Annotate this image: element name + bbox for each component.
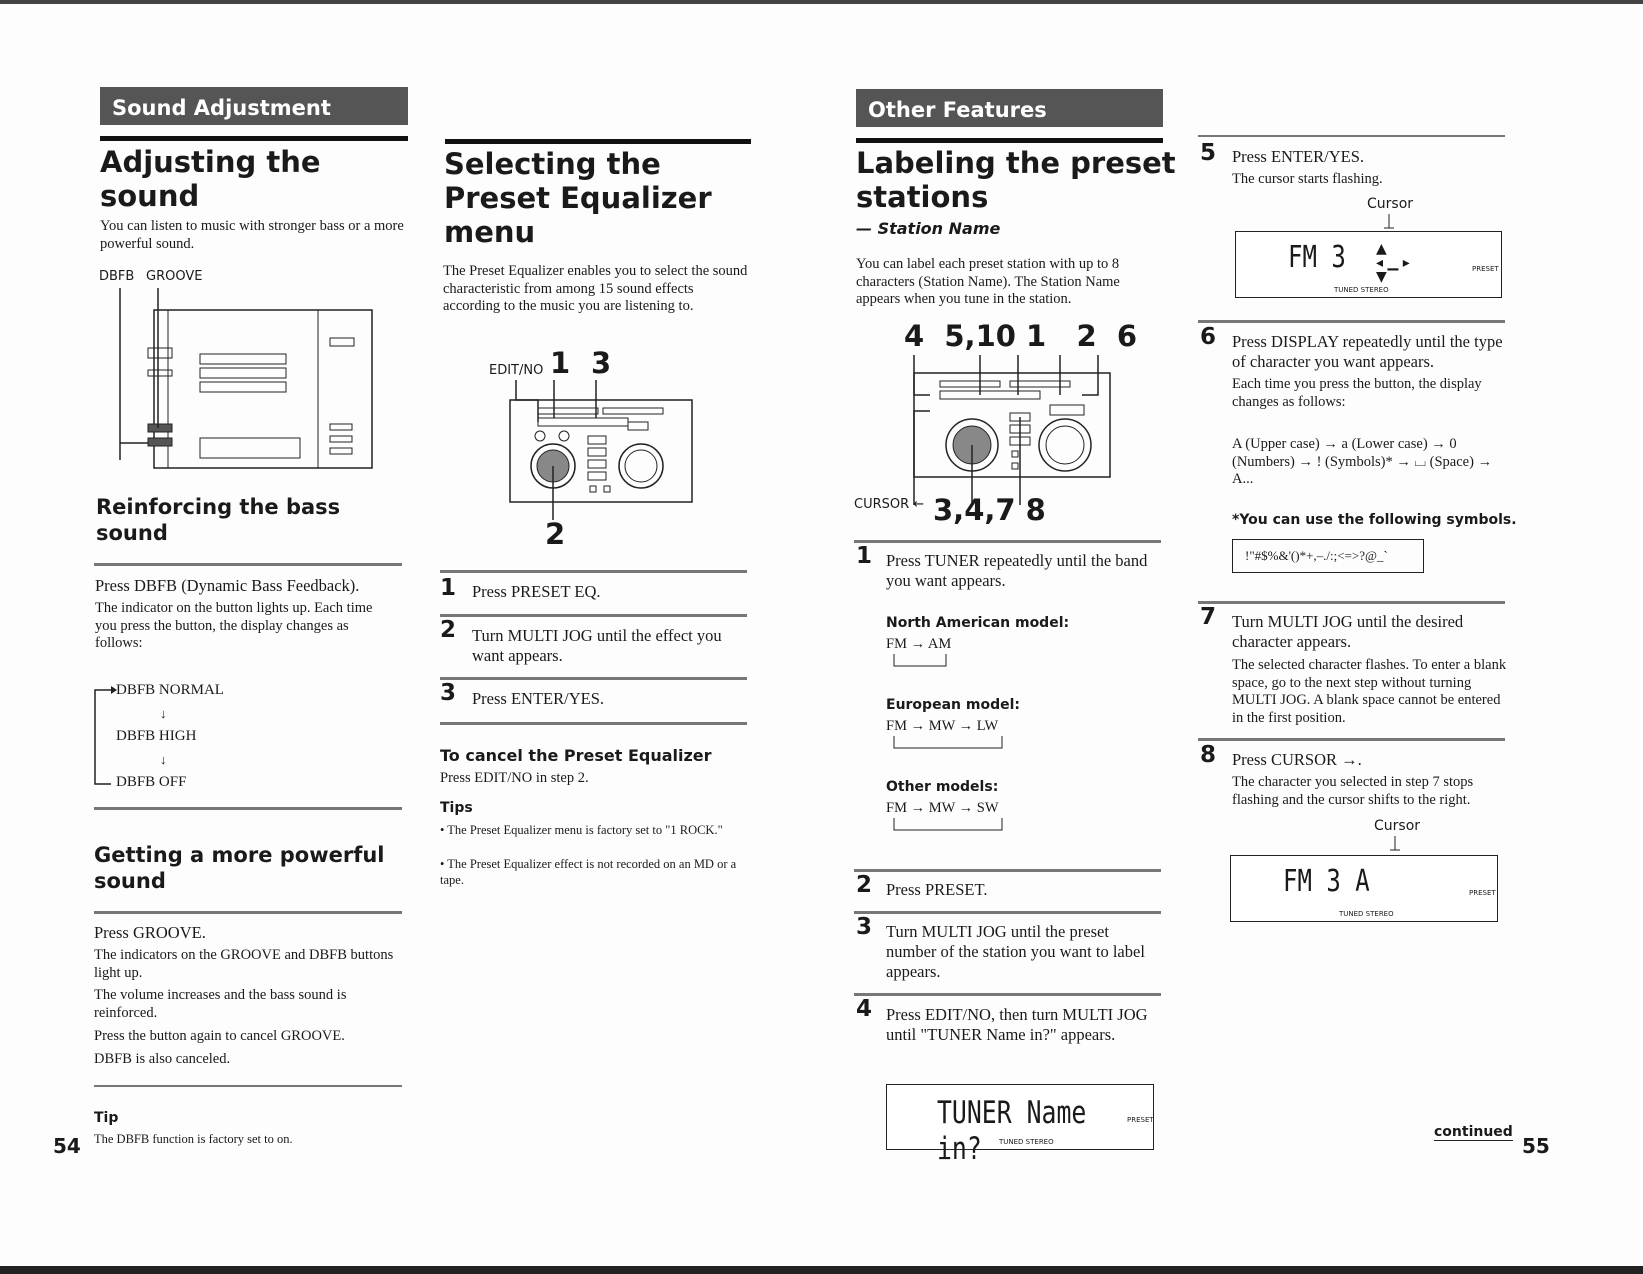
step-number: 2 bbox=[856, 872, 873, 898]
title-line: Adjusting the bbox=[100, 145, 321, 179]
cursor-label: CURSOR ← bbox=[854, 497, 925, 512]
bottom-edge bbox=[0, 1266, 1643, 1274]
callout-number: 3 bbox=[591, 346, 612, 380]
symbols-box bbox=[1232, 539, 1424, 573]
tip-item: • The Preset Equalizer effect is not recorded on an MD or a tape. bbox=[440, 857, 737, 887]
station-panel-diagram bbox=[870, 355, 1116, 505]
groove-para: The volume increases and the bass sound is reinforced. bbox=[94, 987, 347, 1021]
column-top-rule bbox=[445, 139, 751, 144]
title-labeling bbox=[856, 146, 1176, 214]
step-text: Each time you press the button, the display changes as follows: bbox=[1232, 376, 1482, 410]
diagram-label-dbfb: DBFB bbox=[99, 269, 135, 284]
step-lead: Turn MULTI JOG until the desired character appears. bbox=[1232, 612, 1464, 651]
step-number: 4 bbox=[856, 996, 873, 1022]
step-number: 8 bbox=[1200, 742, 1217, 768]
divider bbox=[440, 614, 747, 617]
cursor-caption: Cursor bbox=[1367, 196, 1414, 212]
step-text: Press EDIT/NO, then turn MULTI JOG until "TUNER Name in?" appears. bbox=[886, 1005, 1148, 1044]
character-sequence: A (Upper case) → a (Lower case) → 0 (Numbers) → ! (Symbols)* → ⌴ (Space) → A... bbox=[1232, 436, 1493, 487]
groove-para: DBFB is also canceled. bbox=[94, 1051, 231, 1067]
page-number-left: 54 bbox=[53, 1134, 81, 1158]
tip-heading: Tip bbox=[94, 1110, 119, 1126]
step-text: The selected character flashes. To enter a blank space, go to the next step without turning MULTI JOG. A blank space cannot be entered in the first position. bbox=[1232, 657, 1507, 726]
model-flow: FM → MW → LW bbox=[886, 718, 999, 734]
divider bbox=[1198, 135, 1505, 137]
step-number: 7 bbox=[1200, 604, 1217, 630]
heading-line: sound bbox=[94, 869, 166, 893]
lcd-indicator: TUNED STEREO bbox=[999, 1138, 1054, 1146]
title-line: menu bbox=[444, 215, 536, 249]
equalizer-intro: The Preset Equalizer enables you to select the sound characteristic from among 15 sound effects according to the music you are listening to. bbox=[443, 263, 748, 314]
divider bbox=[440, 570, 747, 573]
heading-powerful-sound bbox=[94, 842, 385, 894]
divider bbox=[854, 869, 1161, 872]
heading-line: sound bbox=[96, 521, 168, 545]
symbols-heading: *You can use the following symbols. bbox=[1232, 512, 1517, 528]
page-number-right: 55 bbox=[1522, 1134, 1550, 1158]
step-number: 3 bbox=[440, 680, 457, 706]
cursor-pointer-icon bbox=[1384, 214, 1394, 230]
divider bbox=[94, 807, 402, 810]
step-lead: Press CURSOR →. bbox=[1232, 750, 1362, 769]
groove-step-lead: Press GROOVE. bbox=[94, 923, 206, 942]
diagram-label-edit-no: EDIT/NO bbox=[489, 363, 544, 378]
bass-step-text: The indicator on the button lights up. Each time you press the button, the display changes as follows: bbox=[95, 600, 373, 651]
divider bbox=[1198, 601, 1505, 604]
banner-rule bbox=[100, 136, 408, 141]
lcd-indicator: PRESET bbox=[1127, 1116, 1154, 1124]
cancel-heading: To cancel the Preset Equalizer bbox=[440, 746, 712, 765]
divider bbox=[440, 722, 747, 725]
lcd-indicator: TUNED STEREO bbox=[1334, 286, 1389, 294]
cursor-pointer-icon bbox=[1390, 836, 1400, 852]
callout-number: 2 bbox=[545, 517, 566, 551]
step-text: Press TUNER repeatedly until the band you want appears. bbox=[886, 551, 1148, 590]
callout-number: 1 bbox=[550, 346, 571, 380]
step-text: The cursor starts flashing. bbox=[1232, 171, 1383, 187]
section-banner-sound-adjustment: Sound Adjustment bbox=[100, 87, 408, 125]
step-text: Turn MULTI JOG until the effect you want appears. bbox=[472, 626, 722, 665]
divider bbox=[854, 540, 1161, 543]
cycle-item: DBFB NORMAL bbox=[116, 682, 224, 698]
down-arrow-icon: ↓ bbox=[160, 752, 167, 767]
divider bbox=[440, 677, 747, 680]
section-banner-other-features: Other Features bbox=[856, 89, 1163, 127]
step-number: 1 bbox=[440, 575, 457, 601]
lcd-indicator: TUNED STEREO bbox=[1339, 910, 1394, 918]
heading-line: Getting a more powerful bbox=[94, 843, 385, 867]
divider bbox=[1198, 738, 1505, 741]
lcd-fm3-a bbox=[1230, 855, 1498, 922]
control-panel-diagram bbox=[508, 380, 694, 542]
subtitle: — Station Name bbox=[856, 219, 1001, 238]
continued-label: continued bbox=[1434, 1124, 1513, 1140]
lcd-indicator: PRESET bbox=[1472, 265, 1499, 273]
step-number: 3 bbox=[856, 914, 873, 940]
model-heading: Other models: bbox=[886, 779, 999, 795]
tip-text: The DBFB function is factory set to on. bbox=[94, 1132, 293, 1146]
top-edge bbox=[0, 0, 1643, 4]
lcd-text: TUNER Name in? bbox=[937, 1095, 1087, 1167]
callout-numbers-top: 4 5,10 1 2 6 bbox=[904, 319, 1138, 353]
step-text: Press PRESET. bbox=[886, 880, 988, 899]
lcd-fm3-cursor bbox=[1235, 231, 1502, 298]
bass-step-lead: Press DBFB (Dynamic Bass Feedback). bbox=[95, 576, 360, 595]
divider bbox=[854, 911, 1161, 914]
cursor-caption: Cursor bbox=[1374, 818, 1421, 834]
title-adjusting bbox=[100, 145, 321, 213]
model-heading: North American model: bbox=[886, 615, 1070, 631]
heading-reinforcing-bass bbox=[96, 494, 340, 546]
model-flow: FM → MW → SW bbox=[886, 800, 999, 816]
flashing-cursor-icon: ▲ ◂ ▁ ▸ ▼ bbox=[1376, 241, 1410, 285]
tips-heading: Tips bbox=[440, 800, 473, 816]
step-number: 1 bbox=[856, 543, 873, 569]
step-number: 6 bbox=[1200, 324, 1217, 350]
divider bbox=[1198, 320, 1505, 323]
callout-numbers-bottom: 3,4,7 8 bbox=[933, 493, 1046, 527]
tip-item: • The Preset Equalizer menu is factory set to "1 ROCK." bbox=[440, 823, 723, 837]
cycle-item: DBFB OFF bbox=[116, 774, 187, 790]
down-arrow-icon: ↓ bbox=[160, 706, 167, 721]
lcd-tuner-name-in bbox=[886, 1084, 1154, 1167]
step-text: The character you selected in step 7 stops flashing and the cursor shifts to the right. bbox=[1232, 774, 1474, 808]
cancel-text: Press EDIT/NO in step 2. bbox=[440, 770, 589, 786]
title-line: sound bbox=[100, 179, 200, 213]
step-text: Press ENTER/YES. bbox=[472, 689, 604, 708]
lcd-indicator: PRESET bbox=[1469, 889, 1496, 897]
step-number: 5 bbox=[1200, 140, 1217, 166]
cycle-item: DBFB HIGH bbox=[116, 728, 197, 744]
step-lead: Press DISPLAY repeatedly until the type of character you want appears. bbox=[1232, 332, 1503, 371]
model-heading: European model: bbox=[886, 697, 1020, 713]
divider bbox=[94, 911, 402, 914]
step-lead: Press ENTER/YES. bbox=[1232, 147, 1364, 166]
step-text: Turn MULTI JOG until the preset number of the station you want to label appears. bbox=[886, 922, 1145, 981]
divider bbox=[94, 1085, 402, 1087]
lcd-text: FM 3 bbox=[1288, 240, 1346, 275]
title-line: stations bbox=[856, 180, 989, 214]
diagram-label-groove: GROOVE bbox=[146, 269, 203, 284]
adjusting-intro: You can listen to music with stronger bass or a more powerful sound. bbox=[100, 218, 404, 252]
heading-line: Reinforcing the bass bbox=[96, 495, 341, 519]
divider bbox=[94, 563, 402, 566]
loop-arrow-icon bbox=[890, 734, 1006, 750]
loop-arrow-icon bbox=[890, 652, 950, 668]
labeling-intro: You can label each preset station with up to 8 characters (Station Name). The Station Name appears when you tune in the station. bbox=[856, 256, 1120, 307]
groove-para: Press the button again to cancel GROOVE. bbox=[94, 1028, 345, 1044]
divider bbox=[854, 993, 1161, 996]
symbols-list: !"#$%&'()*+,–./:;<=>?@_` bbox=[1245, 548, 1388, 563]
model-flow: FM → AM bbox=[886, 636, 952, 652]
groove-para: The indicators on the GROOVE and DBFB buttons light up. bbox=[94, 947, 394, 981]
title-line: Labeling the preset bbox=[856, 146, 1176, 180]
banner-rule bbox=[856, 138, 1163, 143]
title-line: Preset Equalizer bbox=[444, 181, 712, 215]
title-line: Selecting the bbox=[444, 147, 661, 181]
unit-front-diagram bbox=[118, 288, 376, 470]
title-preset-equalizer bbox=[444, 147, 712, 249]
step-number: 2 bbox=[440, 617, 457, 643]
loop-arrow-icon bbox=[890, 816, 1006, 832]
lcd-text: FM 3 A bbox=[1283, 864, 1370, 899]
step-text: Press PRESET EQ. bbox=[472, 582, 601, 601]
